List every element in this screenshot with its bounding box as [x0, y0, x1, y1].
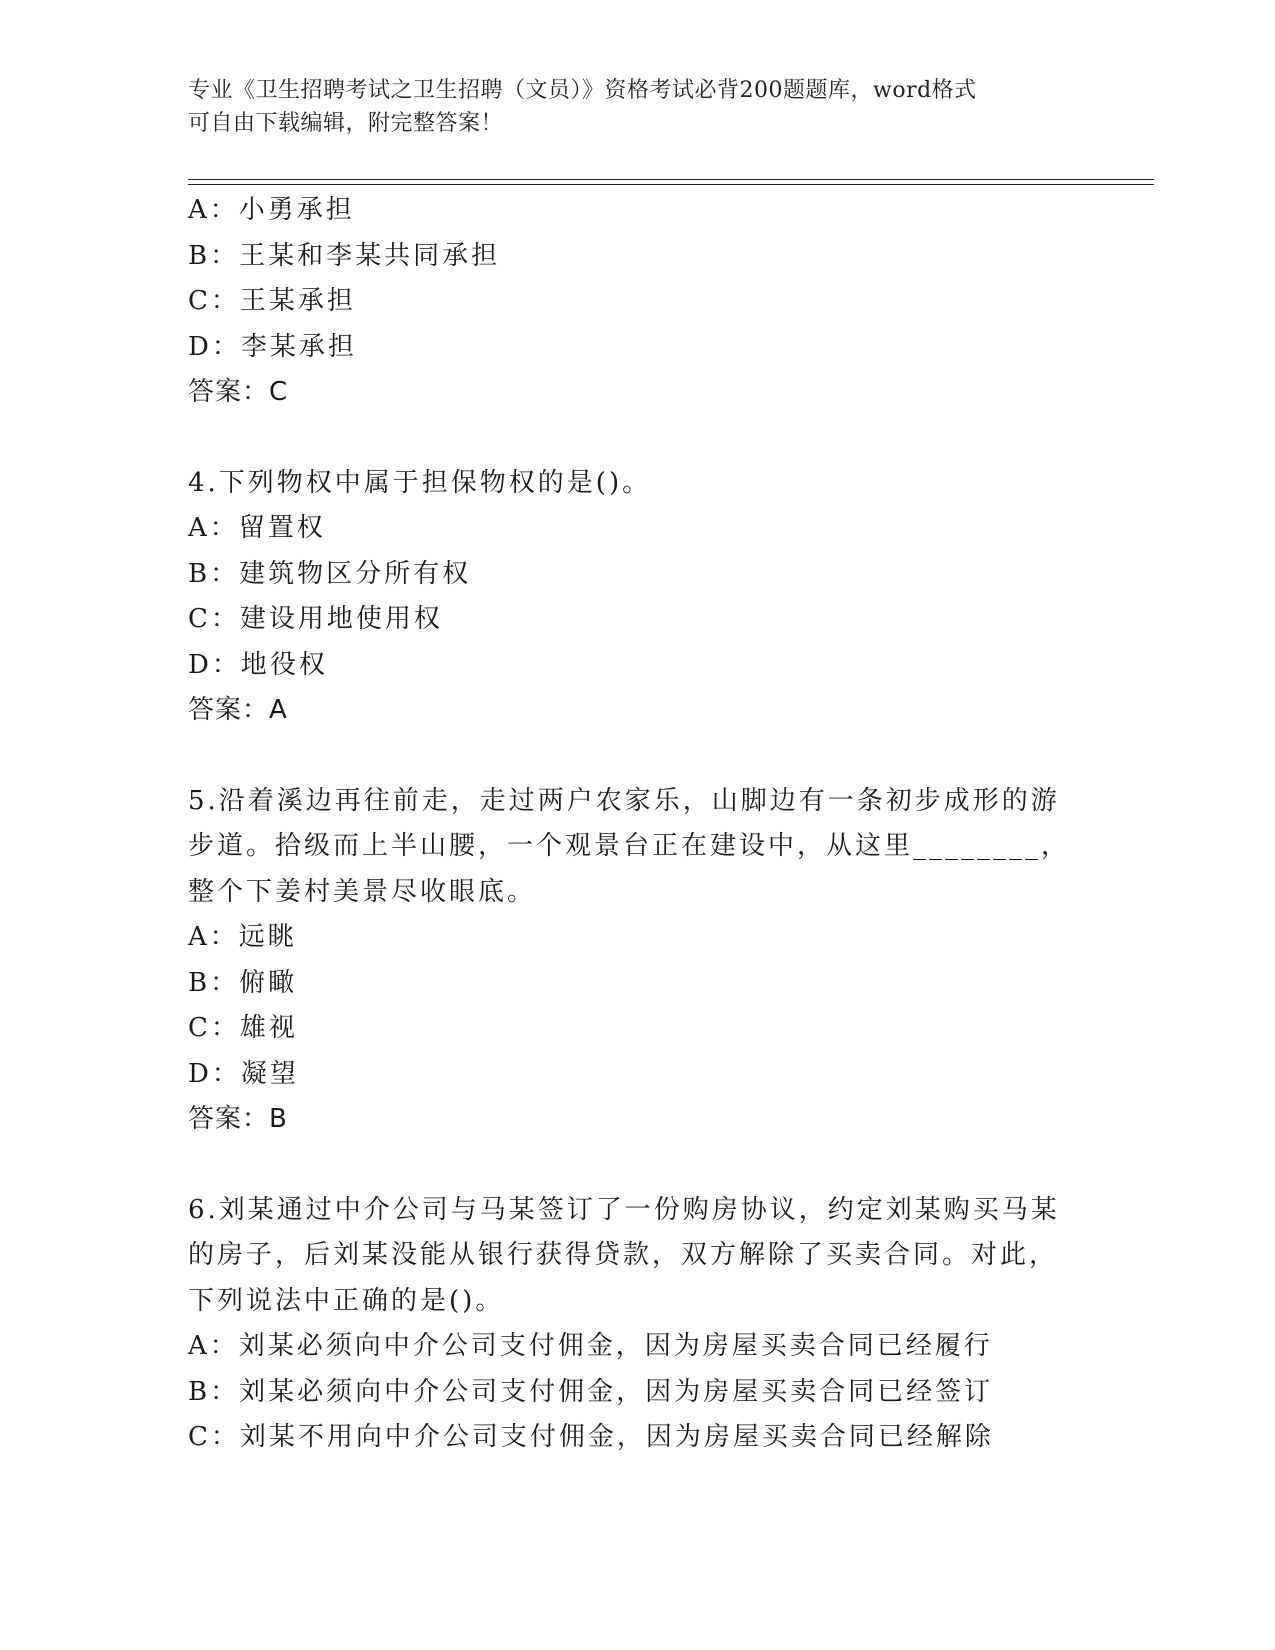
option-d: D：凝望 — [188, 1058, 299, 1089]
answer: 答案：B — [188, 1104, 288, 1134]
option-a: A：刘某必须向中介公司支付佣金，因为房屋买卖合同已经履行 — [188, 1331, 993, 1361]
page-header — [188, 74, 1088, 140]
question-6 — [188, 1188, 1088, 1461]
option-d: D：李某承担 — [188, 331, 357, 362]
answer: 答案：A — [188, 695, 288, 725]
header-line-1: 专业《卫生招聘考试之卫生招聘（文员）》资格考试必背200题题库，word格式 — [188, 78, 977, 103]
question-content — [188, 188, 1088, 1461]
option-a: A：留置权 — [188, 513, 326, 543]
option-c: C：雄视 — [188, 1013, 298, 1043]
question-stem-line-2: 的房子，后刘某没能从银行获得贷款，双方解除了买卖合同。对此， — [188, 1240, 1059, 1270]
option-a: A：远眺 — [188, 922, 297, 952]
question-5 — [188, 779, 1088, 1143]
option-c: C：王某承担 — [188, 286, 356, 316]
question-4 — [188, 461, 1088, 734]
option-c: C：建设用地使用权 — [188, 604, 443, 634]
option-d: D：地役权 — [188, 649, 328, 680]
option-b: B：建筑物区分所有权 — [188, 558, 472, 589]
option-c: C：刘某不用向中介公司支付佣金，因为房屋买卖合同已经解除 — [188, 1422, 994, 1452]
question-stem-line-1: 6.刘某通过中介公司与马某签订了一份购房协议，约定刘某购买马某 — [188, 1194, 1060, 1225]
question-stem: 4.下列物权中属于担保物权的是()。 — [188, 467, 652, 498]
spacer — [188, 1143, 1088, 1188]
spacer — [188, 416, 1088, 461]
question-stem-line-2: 步道。拾级而上半山腰，一个观景台正在建设中，从这里________， — [188, 831, 1071, 861]
spacer — [188, 734, 1088, 779]
answer: 答案：C — [188, 377, 289, 407]
question-3 — [188, 188, 1088, 416]
option-b: B：俯瞰 — [188, 967, 298, 998]
option-b: B：刘某必须向中介公司支付佣金，因为房屋买卖合同已经签订 — [188, 1376, 994, 1407]
question-stem-line-3: 整个下姜村美景尽收眼底。 — [188, 876, 537, 907]
option-b: B：王某和李某共同承担 — [188, 240, 501, 271]
question-stem-line-1: 5.沿着溪边再往前走，走过两户农家乐，山脚边有一条初步成形的游 — [188, 785, 1060, 816]
header-divider-bottom — [188, 184, 1154, 185]
option-a: A：小勇承担 — [188, 195, 355, 225]
header-line-2: 可自由下载编辑，附完整答案！ — [188, 111, 504, 136]
question-stem-line-3: 下列说法中正确的是()。 — [188, 1285, 505, 1316]
header-divider-top — [188, 179, 1154, 180]
